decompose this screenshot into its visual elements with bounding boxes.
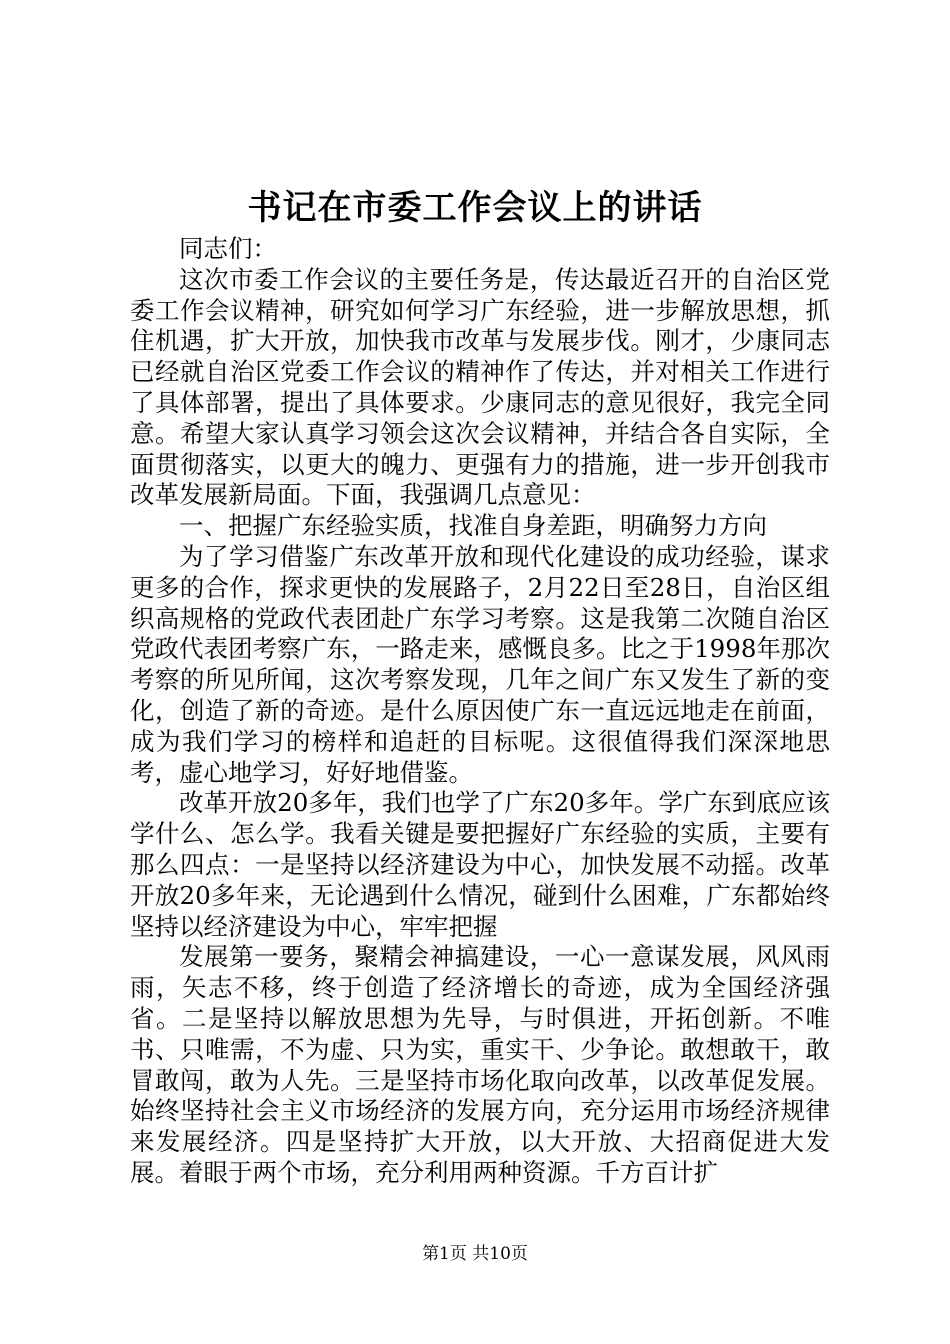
intro-paragraph: 这次市委工作会议的主要任务是，传达最近召开的自治区党委工作会议精神，研究如何学习广东经验，进一步解放思想，抓住机遇，扩大开放，加快我市改革与发展步伐。刚才，少康同志已经就自治区党委工作会议的精神作了传达，并对相关工作进行了具体部署，提出了具体要求。少康同志的意见很好，我完全同意。希望大家认真学习领会这次会议精神，并结合各自实际，全面贯彻落实，以更大的魄力、更强有力的措施，进一步开创我市改革发展新局面。下面，我强调几点意见： [130,264,830,510]
document-body [130,234,830,1189]
page-number: 第1页 共10页 [422,1244,528,1264]
body-paragraph: 为了学习借鉴广东改革开放和现代化建设的成功经验，谋求更多的合作，探求更快的发展路子，2月22日至28日，自治区组织高规格的党政代表团赴广东学习考察。这是我第二次随自治区党政代表团考察广东，一路走来，感慨良多。比之于1998年那次考察的所见所闻，这次考察发现，几年之间广东又发生了新的变化，创造了新的奇迹。是什么原因使广东一直远远地走在前面，成为我们学习的榜样和追赶的目标呢。这很值得我们深深地思考，虚心地学习，好好地借鉴。 [130,541,830,787]
body-paragraph: 发展第一要务，聚精会神搞建设，一心一意谋发展，风风雨雨，矢志不移，终于创造了经济增长的奇迹，成为全国经济强省。二是坚持以解放思想为先导，与时俱进，开拓创新。不唯书、只唯需，不为虚、只为实，重实干、少争论。敢想敢干，敢冒敢闯，敢为人先。三是坚持市场化取向改革，以改革促发展。始终坚持社会主义市场经济的发展方向，充分运用市场经济规律来发展经济。四是坚持扩大开放，以大开放、大招商促进大发展。着眼于两个市场，充分利用两种资源。千方百计扩 [130,942,830,1187]
section-heading: 一、把握广东经验实质，找准自身差距，明确努力方向 [179,511,767,541]
document-title: 书记在市委工作会议上的讲话 [247,188,703,228]
salutation-paragraph: 同志们： [179,234,277,263]
body-paragraph: 改革开放20多年，我们也学了广东20多年。学广东到底应该学什么、怎么学。我看关键是要把握好广东经验的实质，主要有那么四点：一是坚持以经济建设为中心，加快发展不动摇。改革开放20多年来，无论遇到什么情况，碰到什么困难，广东都始终坚持以经济建设为中心，牢牢把握 [130,788,830,941]
